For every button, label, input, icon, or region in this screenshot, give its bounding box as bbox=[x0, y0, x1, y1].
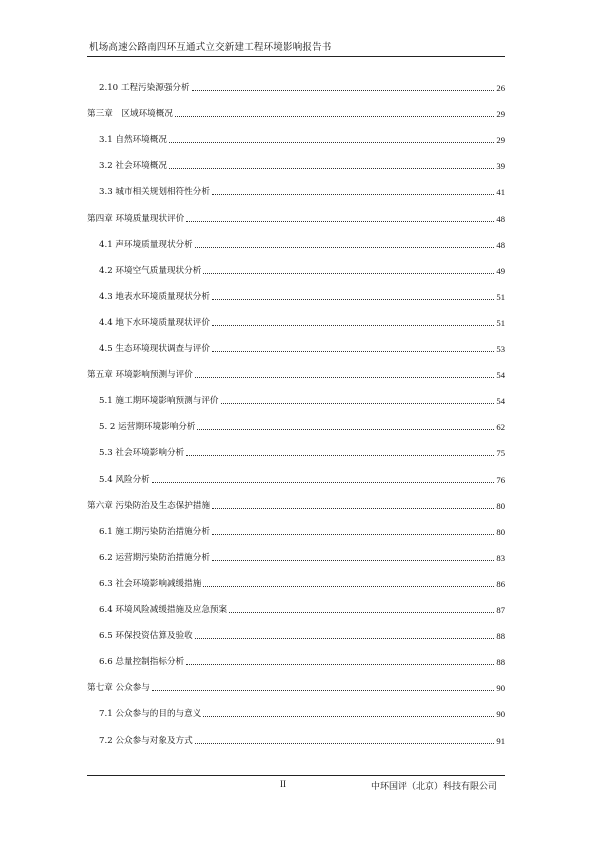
toc-entry-label: 第四章 环境质量现状评价 bbox=[87, 213, 185, 224]
dot-leader bbox=[203, 272, 494, 274]
toc-entry-label: 3.3 城市相关规划相符性分析 bbox=[99, 187, 210, 198]
toc-entry-page: 48 bbox=[496, 213, 505, 224]
toc-entry-page: 51 bbox=[496, 291, 505, 302]
toc-entry[interactable] bbox=[87, 132, 505, 146]
toc-entry-label: 第六章 污染防治及生态保护措施 bbox=[87, 500, 211, 511]
toc-entry-page: 54 bbox=[496, 370, 505, 381]
toc-entry-page: 76 bbox=[496, 474, 505, 485]
toc-entry[interactable] bbox=[87, 315, 505, 329]
toc-entry-label: 4.3 地表水环境质量现状分析 bbox=[99, 291, 210, 302]
toc-entry-page: 62 bbox=[496, 422, 505, 433]
toc-entry-label: 5.1 施工期环境影响预测与评价 bbox=[99, 396, 219, 407]
toc-entry-label: 6.5 环保投资估算及验收 bbox=[99, 631, 193, 642]
toc-entry-page: 80 bbox=[496, 500, 505, 511]
toc-entry-page: 29 bbox=[496, 135, 505, 146]
toc-entry[interactable] bbox=[87, 80, 505, 94]
toc-entry[interactable] bbox=[87, 106, 505, 120]
dot-leader bbox=[195, 376, 495, 378]
toc-entry-label: 5. 2 运营期环境影响分析 bbox=[99, 422, 196, 433]
toc-entry[interactable] bbox=[87, 733, 505, 747]
toc-entry[interactable] bbox=[87, 680, 505, 694]
toc-entry-page: 29 bbox=[496, 109, 505, 120]
toc-entry-label: 6.1 施工期污染防治措施分析 bbox=[99, 526, 210, 537]
dot-leader bbox=[212, 533, 494, 535]
dot-leader bbox=[212, 298, 494, 300]
toc-entry-page: 41 bbox=[496, 187, 505, 198]
toc-entry[interactable] bbox=[87, 602, 505, 616]
dot-leader bbox=[197, 428, 494, 430]
toc-entry-page: 80 bbox=[496, 526, 505, 537]
toc-entry[interactable] bbox=[87, 341, 505, 355]
dot-leader bbox=[203, 585, 494, 587]
toc-entry-page: 54 bbox=[496, 396, 505, 407]
toc-entry-page: 90 bbox=[496, 709, 505, 720]
toc-entry[interactable] bbox=[87, 289, 505, 303]
toc-entry[interactable] bbox=[87, 576, 505, 590]
dot-leader bbox=[203, 715, 494, 717]
dot-leader bbox=[152, 481, 495, 483]
page-footer bbox=[87, 775, 505, 796]
toc-entry[interactable] bbox=[87, 263, 505, 277]
toc-entry-page: 51 bbox=[496, 317, 505, 328]
toc-entry-page: 83 bbox=[496, 552, 505, 563]
toc-entry[interactable] bbox=[87, 237, 505, 251]
toc-entry-label: 7.2 公众参与对象及方式 bbox=[99, 735, 193, 746]
dot-leader bbox=[212, 507, 494, 509]
toc-entry[interactable] bbox=[87, 498, 505, 512]
dot-leader bbox=[212, 350, 494, 352]
toc-entry-page: 87 bbox=[496, 605, 505, 615]
toc-entry-label: 2.10 工程污染源强分析 bbox=[99, 83, 190, 93]
toc-entry[interactable] bbox=[87, 445, 505, 459]
document-title: 机场高速公路南四环互通式立交新建工程环境影响报告书 bbox=[89, 42, 332, 53]
dot-leader bbox=[175, 115, 494, 117]
toc-entry[interactable] bbox=[87, 472, 505, 486]
toc-entry[interactable] bbox=[87, 393, 505, 407]
dot-leader bbox=[169, 141, 494, 143]
toc-entry[interactable] bbox=[87, 654, 505, 668]
dot-leader bbox=[186, 663, 494, 665]
toc-entry-page: 88 bbox=[496, 631, 505, 642]
toc-entry[interactable] bbox=[87, 524, 505, 538]
dot-leader bbox=[152, 689, 495, 691]
page-number: II bbox=[280, 779, 286, 789]
toc-entry[interactable] bbox=[87, 628, 505, 642]
toc-entry-label: 5.3 社会环境影响分析 bbox=[99, 448, 185, 459]
toc-entry[interactable] bbox=[87, 211, 505, 225]
toc-entry-label: 第三章 区域环境概况 bbox=[87, 109, 173, 120]
toc-entry[interactable] bbox=[87, 184, 505, 198]
dot-leader bbox=[195, 246, 495, 248]
dot-leader bbox=[195, 742, 495, 744]
toc-entry-label: 4.5 生态环境现状调查与评价 bbox=[99, 344, 210, 354]
toc-entry-label: 第五章 环境影响预测与评价 bbox=[87, 370, 193, 381]
toc-entry[interactable] bbox=[87, 419, 505, 433]
dot-leader bbox=[221, 402, 495, 404]
toc-entry[interactable] bbox=[87, 158, 505, 172]
toc-entry-page: 90 bbox=[496, 683, 505, 694]
dot-leader bbox=[192, 89, 495, 91]
toc-entry-page: 26 bbox=[496, 83, 505, 93]
toc-entry-label: 4.2 环境空气质量现状分析 bbox=[99, 265, 202, 276]
toc-entry-page: 39 bbox=[496, 161, 505, 172]
toc-entry-label: 6.6 总量控制指标分析 bbox=[99, 657, 185, 668]
toc-entry[interactable] bbox=[87, 550, 505, 564]
dot-leader bbox=[186, 220, 494, 222]
toc-entry-label: 7.1 公众参与的目的与意义 bbox=[99, 709, 202, 720]
dot-leader bbox=[212, 193, 494, 195]
toc-entry-label: 6.3 社会环境影响减缓措施 bbox=[99, 578, 202, 589]
page-header bbox=[87, 36, 505, 57]
toc-entry-page: 88 bbox=[496, 657, 505, 668]
toc-entry[interactable] bbox=[87, 367, 505, 381]
dot-leader bbox=[212, 324, 494, 326]
toc-entry-label: 6.2 运营期污染防治措施分析 bbox=[99, 552, 210, 563]
toc-entry-label: 4.4 地下水环境质量现状评价 bbox=[99, 317, 210, 328]
toc-entry-page: 48 bbox=[496, 239, 505, 250]
toc-entry[interactable] bbox=[87, 706, 505, 720]
dot-leader bbox=[195, 637, 495, 639]
toc-entry-page: 75 bbox=[496, 448, 505, 459]
dot-leader bbox=[212, 559, 494, 561]
toc-entry-label: 6.4 环境风险减缓措施及应急预案 bbox=[99, 605, 228, 615]
toc-entry-page: 91 bbox=[496, 735, 505, 746]
toc-entry-label: 4.1 声环境质量现状分析 bbox=[99, 239, 193, 250]
toc-entry-label: 第七章 公众参与 bbox=[87, 683, 150, 694]
dot-leader bbox=[229, 611, 494, 613]
toc-entry-label: 5.4 风险分析 bbox=[99, 474, 150, 485]
dot-leader bbox=[169, 167, 494, 169]
toc-entry-label: 3.1 自然环境概况 bbox=[99, 135, 167, 146]
toc-entry-label: 3.2 社会环境概况 bbox=[99, 161, 167, 172]
toc-entry-page: 49 bbox=[496, 265, 505, 276]
company-name: 中环国评（北京）科技有限公司 bbox=[370, 782, 497, 792]
toc-entry-page: 86 bbox=[496, 578, 505, 589]
dot-leader bbox=[186, 454, 494, 456]
toc-entry-page: 53 bbox=[496, 344, 505, 354]
